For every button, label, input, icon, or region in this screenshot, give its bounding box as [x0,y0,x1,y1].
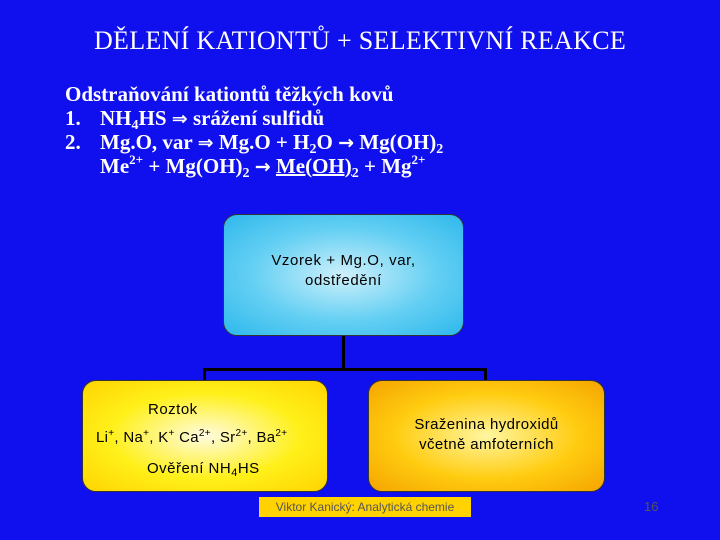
item-1-result: srážení sulfidů [192,106,325,130]
ion-4: $Sr^{2+}$, [219,428,257,446]
precipitate-line-2: včetně amfoterních [419,436,554,453]
item-2-reaction [65,152,443,181]
metal-ion: $Me^{2+}$ [100,152,144,178]
ion-3: $Ca^{2+}$, [179,428,220,446]
connector-vertical-top [342,336,345,370]
item-2-reagent: Mg.O, var [100,130,193,154]
solution-box [82,380,328,492]
ion-2: K+ [158,428,175,446]
magnesium-ion: + $Mg^{2+}$ [364,152,426,178]
ion-0: Li+, [96,428,124,446]
solution-test: Ověření $NH_4HS$ [147,460,260,479]
connector-horizontal [203,368,487,371]
item-1-number: 1. [65,106,81,130]
precipitate-box [368,380,605,492]
precipitate-line-1: Sraženina hydroxidů [414,416,559,433]
sample-box-line-1: Vzorek + Mg.O, var, [271,252,416,269]
item-2-number: 2. [65,130,81,154]
implies-arrow-icon: ⇒ [197,132,214,154]
reactant: + $Mg(OH)_2$ [148,154,250,181]
item-2 [65,130,444,157]
reaction-list [65,82,444,181]
footer-author: Viktor Kanický: Analytická chemie [259,497,471,517]
item-2-equation: $Mg.O + H_2O$ [218,130,333,157]
sample-box [223,214,464,336]
heading: Odstraňování kationtů těžkých kovů [65,82,394,106]
precipitate-product: $Me(OH)_2$ [275,154,359,181]
reaction-arrow-icon: → [338,132,355,154]
reaction-arrow-icon: → [254,156,271,178]
reagent-nh4hs: $NH_4HS$ [100,106,167,133]
solution-ions [96,429,287,446]
ion-1: Na+, [123,428,159,446]
slide-title: DĚLENÍ KATIONTŮ + SELEKTIVNÍ REAKCE [93,26,627,55]
solution-label: Roztok [148,401,198,418]
item-1 [65,106,443,133]
page-number: 16 [644,499,659,514]
ion-5: $Ba^{2+}$ [256,428,288,446]
implies-arrow-icon: ⇒ [171,108,188,130]
item-2-product: $Mg(OH)_2$ [359,130,444,157]
sample-box-line-2: odstředění [305,272,382,289]
